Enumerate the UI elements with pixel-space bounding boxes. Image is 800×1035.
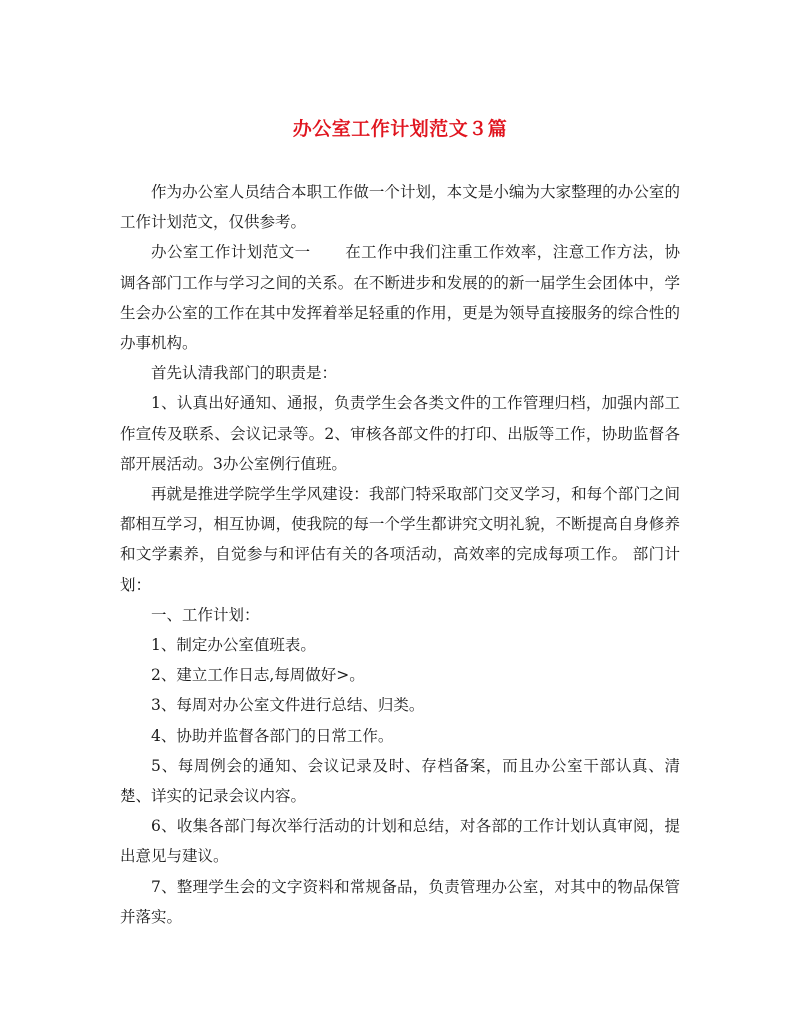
- document-body: [120, 177, 680, 932]
- section1-paragraph: [120, 237, 680, 358]
- plan-item: 4、协助并监督各部门的日常工作。: [151, 726, 394, 745]
- plan-item: 6、收集各部门每次举行活动的计划和总结，对各部的工作计划认真审阅，提出意见与建议。: [120, 817, 680, 866]
- plan-heading: 一、工作计划：: [151, 605, 260, 624]
- duties-paragraph: 1、认真出好通知、通报，负责学生会各类文件的工作管理归档，加强内部工作宣传及联系、会议记录等。2、审核各部文件的打印、出版等工作，协助监督各部开展活动。3办公室例行值班。: [120, 394, 680, 473]
- study-style-paragraph: 再就是推进学院学生学风建设：我部门特采取部门交叉学习，和每个部门之间都相互学习，相互协调，使我院的每一个学生都讲究文明礼貌，不断提高自身修养和文学素养，自觉参与和评估有关的各项活动，高效率的完成每项工作。 部门计划：: [120, 485, 680, 594]
- plan-item: 2、建立工作日志,每周做好>。: [151, 666, 365, 685]
- section1-heading: 办公室工作计划范文一: [151, 243, 311, 262]
- duties-intro-paragraph: 首先认清我部门的职责是：: [151, 364, 338, 383]
- plan-item: 7、整理学生会的文字资料和常规备品，负责管理办公室，对其中的物品保管并落实。: [120, 877, 680, 926]
- plan-item: 5、每周例会的通知、会议记录及时、存档备案，而且办公室干部认真、清楚、详实的记录会议内容。: [120, 756, 680, 806]
- intro-paragraph: 作为办公室人员结合本职工作做一个计划，本文是小编为大家整理的办公室的工作计划范文，仅供参考。: [120, 183, 680, 232]
- section1-text: 在工作中我们注重工作效率，注意工作方法，协调各部门工作与学习之间的关系。在不断进步和发展的的新一届学生会团体中，学生会办公室的工作在其中发挥着举足轻重的作用，更是为领导直接服务的综合性的办事机构。: [120, 243, 680, 353]
- document-title: 办公室工作计划范文３篇: [292, 118, 508, 140]
- plan-item: 1、制定办公室值班表。: [151, 636, 316, 655]
- plan-item: 3、每周对办公室文件进行总结、归类。: [151, 696, 425, 715]
